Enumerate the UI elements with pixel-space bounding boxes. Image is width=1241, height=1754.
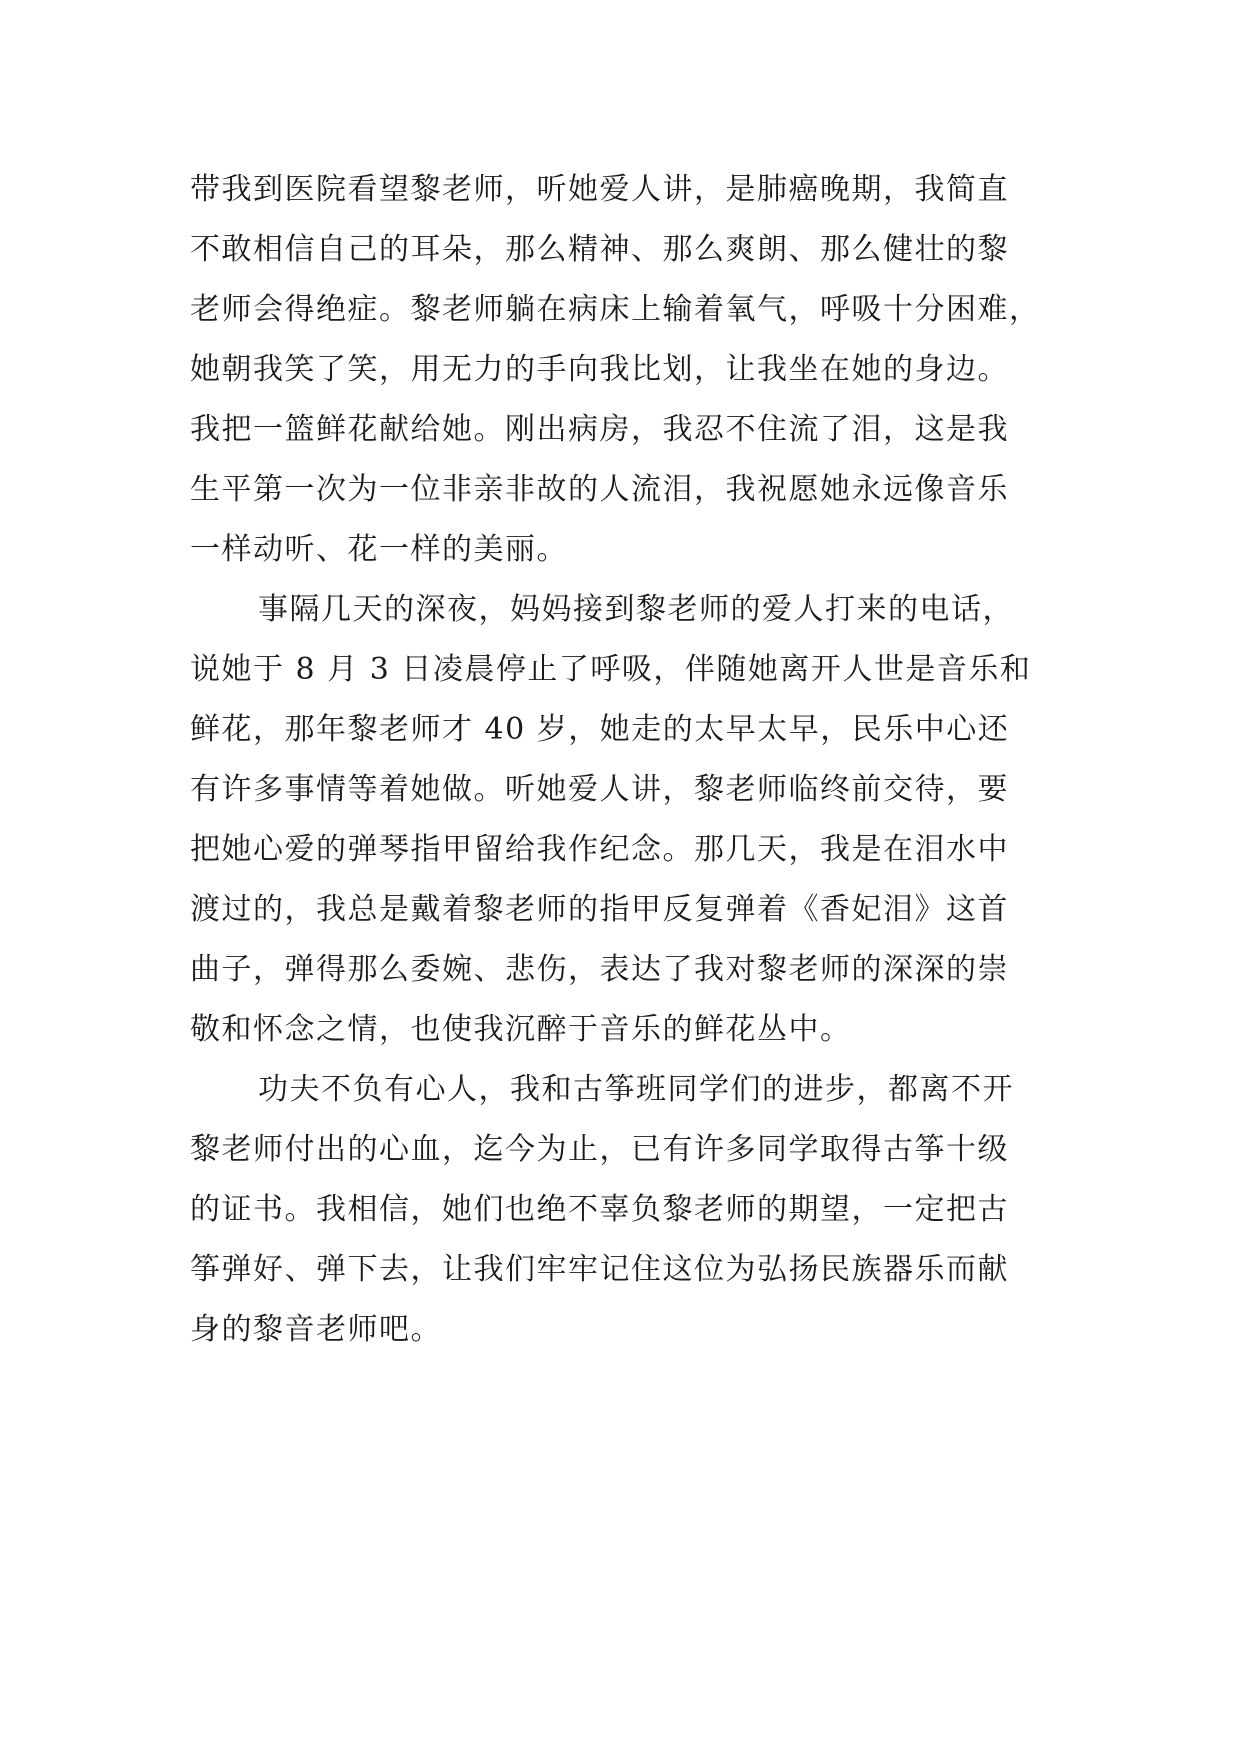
text-line: 身的黎音老师吧。: [190, 1312, 442, 1347]
text-line: 鲜花，那年黎老师才 40 岁，她走的太早太早，民乐中心还: [190, 712, 1010, 747]
text-line: 我把一篮鲜花献给她。刚出病房，我忍不住流了泪，这是我: [190, 412, 1009, 447]
text-line: 老师会得绝症。黎老师躺在病床上输着氧气，呼吸十分困难，: [190, 292, 1041, 327]
text-line: 不敢相信自己的耳朵，那么精神、那么爽朗、那么健壮的黎: [190, 232, 1009, 267]
text-line: 说她于 8 月 3 日凌晨停止了呼吸，伴随她离开人世是音乐和: [190, 652, 1032, 687]
text-line: 敬和怀念之情，也使我沉醉于音乐的鲜花丛中。: [190, 1012, 852, 1047]
text-line: 带我到医院看望黎老师，听她爱人讲，是肺癌晚期，我简直: [190, 172, 1009, 207]
text-line: 她朝我笑了笑，用无力的手向我比划，让我坐在她的身边。: [190, 352, 1009, 387]
text-line: 生平第一次为一位非亲非故的人流泪，我祝愿她永远像音乐: [190, 472, 1009, 507]
paragraph-first-line: 事隔几天的深夜，妈妈接到黎老师的爱人打来的电话，: [258, 592, 1014, 627]
text-line: 有许多事情等着她做。听她爱人讲，黎老师临终前交待，要: [190, 772, 1009, 807]
text-line: 筝弹好、弹下去，让我们牢牢记住这位为弘扬民族器乐而献: [190, 1252, 1009, 1287]
text-line: 的证书。我相信，她们也绝不辜负黎老师的期望，一定把古: [190, 1192, 1009, 1227]
text-line: 一样动听、花一样的美丽。: [190, 532, 568, 567]
text-line: 把她心爱的弹琴指甲留给我作纪念。那几天，我是在泪水中: [190, 832, 1009, 867]
body-text: [190, 160, 1070, 1360]
text-line: 黎老师付出的心血，迄今为止，已有许多同学取得古筝十级: [190, 1132, 1009, 1167]
text-line: 渡过的，我总是戴着黎老师的指甲反复弹着《香妃泪》这首: [190, 892, 1009, 927]
text-line: 曲子，弹得那么委婉、悲伤，表达了我对黎老师的深深的崇: [190, 952, 1009, 987]
paragraph-first-line: 功夫不负有心人，我和古筝班同学们的进步，都离不开: [258, 1072, 1014, 1107]
